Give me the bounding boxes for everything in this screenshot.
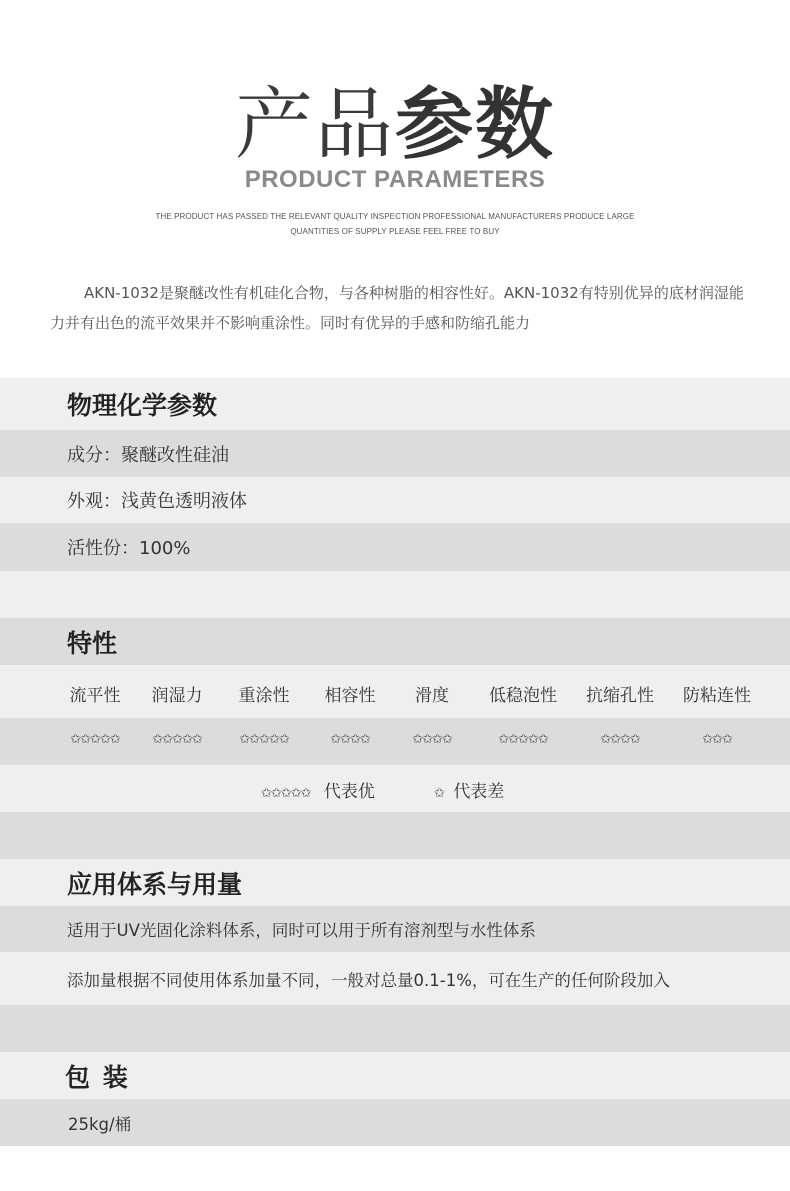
- physical-section-title: 物理化学参数: [67, 391, 218, 420]
- application-row-2: [0, 952, 790, 1005]
- legend-good-stars: ✩✩✩✩✩: [261, 786, 311, 801]
- star-rating: ✩✩✩✩✩: [152, 732, 202, 747]
- appearance-row: [0, 477, 790, 523]
- spacer-row: [0, 1005, 790, 1052]
- fine-print-line-2: QUANTITIES OF SUPPLY PLEASE FEEL FREE TO BUY: [290, 227, 500, 236]
- feature-label: 滑度: [415, 686, 449, 706]
- star-rating: ✩✩✩✩: [330, 732, 370, 747]
- composition-text: 成分：聚醚改性硅油: [67, 444, 229, 466]
- star-rating: ✩✩✩✩✩: [70, 732, 120, 747]
- feature-label: 相容性: [324, 686, 376, 706]
- application-row-1: [0, 906, 790, 952]
- legend-good: [261, 777, 375, 802]
- appearance-text: 外观：浅黄色透明液体: [67, 491, 247, 512]
- feature-label: 抗缩孔性: [586, 686, 654, 706]
- features-section-header: [0, 618, 790, 665]
- features-legend-row: [0, 765, 790, 812]
- composition-row: [0, 430, 790, 477]
- packaging-text: 25kg/桶: [68, 1114, 132, 1134]
- packaging-section-header: [0, 1052, 790, 1099]
- title-light: 产品: [234, 80, 395, 170]
- feature-label: 低稳泡性: [489, 686, 557, 706]
- application-text-1: 适用于UV光固化涂料体系，同时可以用于所有溶剂型与水性体系: [67, 921, 536, 940]
- packaging-section-title: 包 装: [65, 1062, 130, 1092]
- spacer-row: [0, 571, 790, 618]
- application-section-title: 应用体系与用量: [67, 869, 243, 899]
- star-rating: ✩✩✩: [702, 732, 732, 747]
- spacer-row: [0, 812, 790, 859]
- physical-section-header: [0, 378, 790, 430]
- features-stars-row: [0, 718, 790, 765]
- legend-good-label: 代表优: [323, 782, 375, 802]
- star-rating: ✩✩✩✩: [600, 732, 640, 747]
- features-section-title: 特性: [67, 628, 118, 658]
- application-section-header: [0, 859, 790, 906]
- title-bold: 参数: [395, 80, 556, 170]
- active-content-text: 活性份：100%: [67, 538, 191, 559]
- header: [0, 0, 790, 378]
- feature-label: 润湿力: [151, 686, 203, 706]
- feature-label: 防粘连性: [683, 686, 751, 706]
- fine-print-line-1: THE PRODUCT HAS PASSED THE RELEVANT QUALITY INSPECTION PROFESSIONAL MANUFACTURERS PRODUCE LARGE: [155, 212, 635, 221]
- star-rating: ✩✩✩✩✩: [498, 732, 548, 747]
- star-rating: ✩✩✩✩✩: [239, 732, 289, 747]
- legend-bad: [434, 777, 504, 802]
- feature-label: 重涂性: [238, 686, 290, 706]
- legend-bad-label: 代表差: [453, 782, 505, 802]
- subtitle-english: PRODUCT PARAMETERS: [244, 166, 546, 193]
- feature-label: 流平性: [69, 686, 121, 706]
- packaging-row: [0, 1099, 790, 1146]
- product-intro: AKN-1032是聚醚改性有机硅化合物，与各种树脂的相容性好。AKN-1032有特别优异的底材润湿能力并有出色的流平效果并不影响重涂性。同时有优异的手感和防缩孔能力: [50, 284, 744, 332]
- legend-bad-star: ✩: [434, 786, 444, 801]
- star-rating: ✩✩✩✩: [412, 732, 452, 747]
- page-title: [0, 62, 790, 174]
- features-labels-row: [0, 665, 790, 718]
- application-text-2: 添加量根据不同使用体系加量不同，一般对总量0.1-1%，可在生产的任何阶段加入: [67, 970, 670, 990]
- active-content-row: [0, 523, 790, 571]
